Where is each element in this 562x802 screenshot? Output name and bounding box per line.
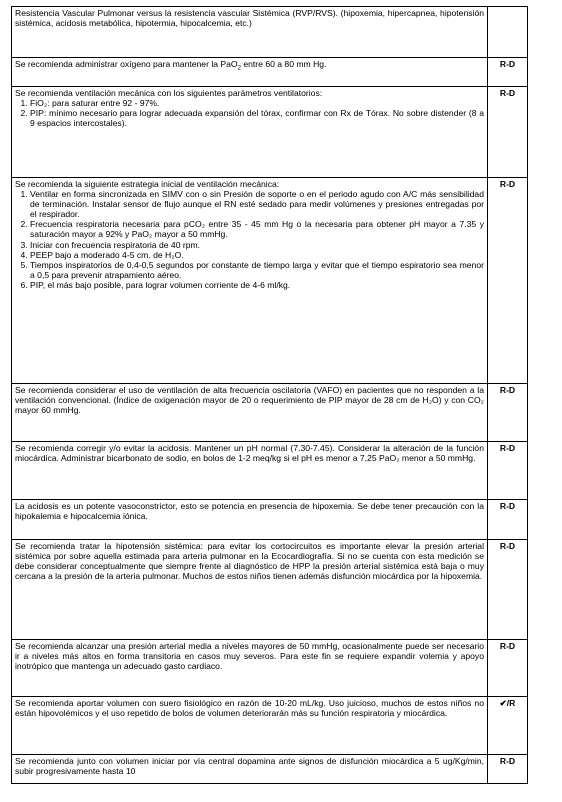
table-row xyxy=(12,442,528,500)
table-row xyxy=(12,58,528,87)
recommendation-text: Se recomienda corregir y/o evitar la acidosis. Mantener un pH normal (7.30-7.45). Considerar la alteración de la función miocárdica. Administrar bicarbonato de sodio, en bolos de 1-2 meq/kg si el pH es menor a 7,25 PaO₂ menor a 50 mmHg. xyxy=(12,442,488,500)
recommendation-text: La acidosis es un potente vasoconstrictor, esto se potencia en presencia de hipoxemia. Se debe tener precaución con la hipokalemia e hipocalcemia iónica. xyxy=(12,500,488,540)
evidence-grade: R-D xyxy=(488,178,528,384)
list-item: 6. PIP, el más bajo posible, para lograr volumen corriente de 4-6 ml/kg. xyxy=(30,280,484,290)
recommendation-text xyxy=(12,87,488,178)
list-item: 2. PIP: mínimo necesario para lograr adecuada expansión del tórax, confirmar con Rx de Tórax. No sobre distender (8 a 9 espacios intercostales). xyxy=(30,108,484,128)
recommendation-text: Se recomienda tratar la hipotensión sistémica: para evitar los cortocircuitos es importante elevar la presión arterial sistémica por sobre aquella estimada para arteria pulmonar en la Ecocardiografía. Si no se cuenta con esta medición se debe considerar conceptualmente que siempre frente al diagnóstico de HPP la presión arterial sistémica está baja o muy cercana a la presión de la arteria pulmonar. Muchos de estos niños tienen además disfunción miocárdica por la hipoxemia. xyxy=(12,540,488,640)
recommendation-text: Se recomienda aportar volumen con suero fisiológico en razón de 10-20 mL/kg. Uso juicioso, muchos de estos niños no están hipovolémicos y el uso repetido de bolos de volumen deteriorarán más su función respiratoria y miocárdica. xyxy=(12,697,488,755)
evidence-grade: R-D xyxy=(488,442,528,500)
table-row xyxy=(12,640,528,697)
recommendation-text: Resistencia Vascular Pulmonar versus la resistencia vascular Sistémica (RVP/RVS). (hipoxemia, hipercapnea, hipotensión sistémica, acidosis metabólica, hipotermia, hipocalcemia, etc.) xyxy=(12,7,488,58)
evidence-grade: R-D xyxy=(488,540,528,640)
table-row xyxy=(12,540,528,640)
recommendations-table xyxy=(11,6,528,784)
recommendation-text: Se recomienda alcanzar una presión arterial media a niveles mayores de 50 mmHg, ocasionalmente puede ser necesario ir a niveles más altos en forma transitoria en casos muy severos. Para este fin se requiere expandir volemia y apoyo inotrópico que mantenga un adecuado gasto cardiaco. xyxy=(12,640,488,697)
recommendation-text: Se recomienda junto con volumen iniciar por vía central dopamina ante signos de disfunción miocárdica a 5 ug/Kg/min, subir progresivamente hasta 10 xyxy=(12,755,488,784)
list-item: 1. FiO₂: para saturar entre 92 - 97%. xyxy=(30,98,484,108)
list-item: 2. Frecuencia respiratoria necesaria para pCO₂ entre 35 - 45 mm Hg o la necesaria para obtener pH mayor a 7.35 y saturación mayor a 92% y PaO₂ mayor a 50 mmHg. xyxy=(30,219,484,239)
table-row xyxy=(12,697,528,755)
recommendation-text: Se recomienda administrar oxígeno para mantener la PaO$_2$ entre 60 a 80 mm Hg. xyxy=(12,58,488,87)
evidence-grade: R-D xyxy=(488,500,528,540)
evidence-grade: R-D xyxy=(488,58,528,87)
list-item: 3. Iniciar con frecuencia respiratoria de 40 rpm. xyxy=(30,240,484,250)
recommendation-intro: Se recomienda ventilación mecánica con los siguientes parámetros ventilatorios: xyxy=(15,88,323,98)
table-row xyxy=(12,500,528,540)
evidence-grade: R-D xyxy=(488,640,528,697)
evidence-grade: R-D xyxy=(488,384,528,442)
list-item: 4. PEEP bajo a moderado 4-5 cm. de H₂O. xyxy=(30,250,484,260)
table-row xyxy=(12,7,528,58)
table-row xyxy=(12,178,528,384)
table-row xyxy=(12,755,528,784)
list-item: 1. Ventilar en forma sincronizada en SIMV con o sin Presión de soporte o en el periodo agudo con A/C más sensibilidad de terminación. Instalar sensor de flujo aunque el RN esté sedado para medir volúmenes y presiones entregadas por el respirador. xyxy=(30,189,484,219)
recommendation-intro: Se recomienda la siguiente estrategia inicial de ventilación mecánica: xyxy=(15,179,280,189)
table-row xyxy=(12,384,528,442)
strategy-list xyxy=(15,189,484,290)
table-row xyxy=(12,87,528,178)
evidence-grade: R-D xyxy=(488,87,528,178)
list-item: 5. Tiempos inspiratorios de 0,4-0,5 segundos por constante de tiempo larga y evitar que el tiempo espiratorio sea menor a 0,5 para prevenir atrapamiento aéreo. xyxy=(30,260,484,280)
recommendation-text xyxy=(12,178,488,384)
evidence-grade: ✔/R xyxy=(488,697,528,755)
evidence-grade xyxy=(488,7,528,58)
parameter-list xyxy=(15,98,484,128)
evidence-grade: R-D xyxy=(488,755,528,784)
recommendation-text: Se recomienda considerar el uso de ventilación de alta frecuencia oscilatoria (VAFO) en pacientes que no responden a la ventilación convencional. (Índice de oxigenación mayor de 20 o requerimiento de PIP mayor de 28 cm de H₂O) y con CO₂ mayor 60 mmHg. xyxy=(12,384,488,442)
recommendations-body xyxy=(12,7,528,784)
